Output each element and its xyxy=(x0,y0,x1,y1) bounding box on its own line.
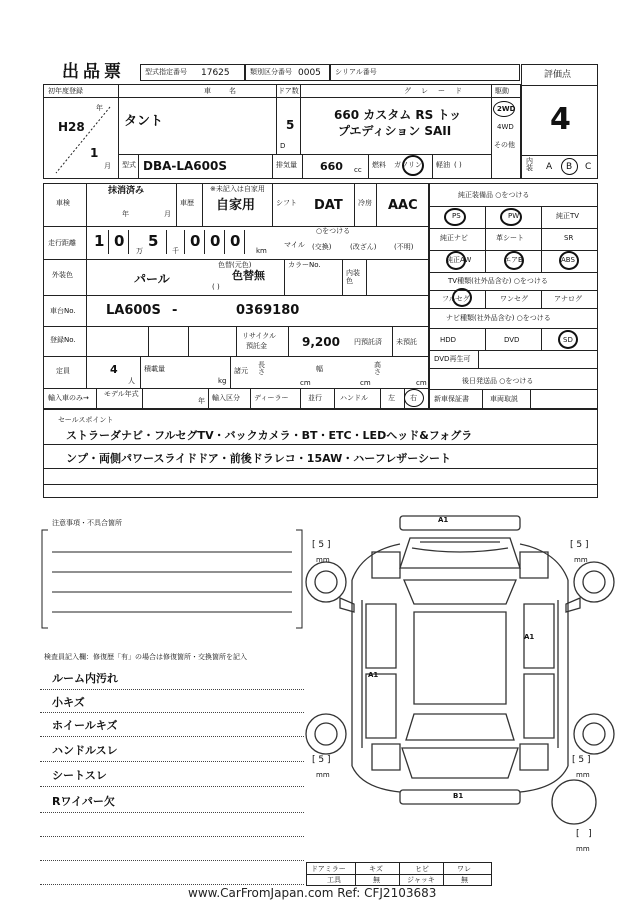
handle-left: 左 xyxy=(388,394,395,402)
mileage-digit: 1 xyxy=(94,232,105,250)
load-label: 積載量 xyxy=(144,365,165,373)
man-unit: 万 xyxy=(136,247,143,255)
mark-a1-left: A1 xyxy=(368,671,379,679)
interior-grade-a: A xyxy=(546,162,553,172)
reg-no-label: 登録No. xyxy=(50,336,76,344)
doors-label: ドア数 xyxy=(278,87,299,95)
doors-d: D xyxy=(280,142,286,150)
dealer: ディーラー xyxy=(254,394,289,402)
sen-unit: 千 xyxy=(172,247,179,255)
grade-line1: 660 カスタム RS トッ xyxy=(334,108,462,122)
color-origin-label: 色替(元色) xyxy=(218,261,252,269)
length-label: 長さ xyxy=(258,361,265,376)
equip-sr: SR xyxy=(564,234,574,242)
mileage-digit: 0 xyxy=(210,232,221,250)
dvd-player: DVD再生可 xyxy=(434,355,471,363)
model-cert-label: 型式指定番号 xyxy=(145,68,187,76)
tread-rear-right: [ 5 ] xyxy=(572,755,591,765)
light-oil-label: 軽油 xyxy=(436,161,450,169)
inspection-month: 月 xyxy=(164,210,171,218)
caution-label: 注意事項・不具合箇所 xyxy=(52,519,122,527)
capacity-value: 4 xyxy=(110,363,118,376)
history-note: ※未記入は自家用 xyxy=(210,185,265,193)
model-type: DBA-LA600S xyxy=(143,159,227,173)
color-paren: ( ) xyxy=(212,283,220,291)
navi-type-title: ナビ種類(社外品含む) ○をつける xyxy=(446,314,551,322)
mark-a1-right: A1 xyxy=(524,633,535,641)
tread-unit: mm xyxy=(576,845,590,853)
year-suffix: 年 xyxy=(96,104,103,112)
note-item: ルーム内汚れ xyxy=(52,672,118,685)
later-manual: 車両取説 xyxy=(490,395,518,403)
equip-airbag-circle xyxy=(504,251,524,270)
recycle-unit: 円預託済 xyxy=(354,338,382,346)
shift-value: DAT xyxy=(314,198,343,213)
note-item: Rワイパー欠 xyxy=(52,795,115,808)
height-cm: cm xyxy=(416,379,427,387)
drive-other: その他 xyxy=(494,141,515,149)
interior-grade-circle xyxy=(561,158,578,175)
eval-score: 4 xyxy=(550,102,571,137)
caution-bracket xyxy=(40,528,304,634)
equip-genuine-navi: 純正ナビ xyxy=(440,234,468,242)
navi-sd: SD xyxy=(563,336,573,344)
later-shipping-title: 後日発送品 ○をつける xyxy=(462,377,534,385)
handle-right-circle xyxy=(404,389,424,407)
mileage-digit: 0 xyxy=(230,232,241,250)
navi-sd-circle xyxy=(558,330,578,349)
note-item: シートスレ xyxy=(52,769,107,782)
km-unit: km xyxy=(256,247,267,255)
legend-ware: ワレ xyxy=(457,865,471,873)
height-label: 高さ xyxy=(374,361,381,376)
note-item: ホイールキズ xyxy=(52,719,118,732)
tread-unit: mm xyxy=(574,556,588,564)
mileage-digit: 0 xyxy=(114,232,125,250)
form-title: 出品票 xyxy=(62,62,125,82)
tread-unit: mm xyxy=(316,771,330,779)
sales-points-line1: ストラーダナビ・フルセグTV・バックカメラ・BT・ETC・LEDヘッド&フォグラ xyxy=(66,429,473,442)
cc-unit: cc xyxy=(354,166,362,174)
interior-grade-label: 内装 xyxy=(526,157,533,172)
parallel: 並行 xyxy=(308,394,322,402)
history-value: 自家用 xyxy=(216,198,256,213)
drive-4wd: 4WD xyxy=(497,123,514,131)
class-label: 類別区分番号 xyxy=(250,68,292,76)
recycle-value: 9,200 xyxy=(302,335,340,349)
model-cert-no: 17625 xyxy=(201,68,230,78)
first-reg-label: 初年度登録 xyxy=(48,87,83,95)
mile-modified: (改ざん) xyxy=(350,243,377,251)
reg-slash xyxy=(48,99,118,177)
mileage-digit: 0 xyxy=(190,232,201,250)
tread-front-left: [ 5 ] xyxy=(312,540,331,550)
class-no: 0005 xyxy=(298,68,321,78)
color-origin-value: 色替無 xyxy=(232,269,265,282)
chassis-dash: - xyxy=(172,303,178,318)
model-cert-box xyxy=(140,64,245,81)
model-type-label: 型式 xyxy=(122,161,136,169)
inspection-label: 車検 xyxy=(56,199,70,207)
equip-ps-circle xyxy=(444,208,466,226)
handle-label: ハンドル xyxy=(340,394,368,402)
recycle-label-1: リサイクル xyxy=(242,332,277,340)
later-warranty: 新車保証書 xyxy=(434,395,469,403)
equip-genuine-aw: 純正AW xyxy=(446,256,472,264)
drive-2wd: 2WD xyxy=(497,105,516,113)
footer-watermark: www.CarFromJapan.com Ref: CFJ2103683 xyxy=(188,886,437,900)
exterior-value: パール xyxy=(134,272,170,286)
grade-label: グレード xyxy=(404,87,472,95)
load-unit: kg xyxy=(218,377,227,385)
tread-unit: mm xyxy=(316,556,330,564)
equip-airbag: エアB xyxy=(504,256,523,264)
class-box xyxy=(245,64,330,81)
mileage-label: 走行距離 xyxy=(48,239,76,247)
interior-grade-b: B xyxy=(566,162,573,172)
mile-swap: (交換) xyxy=(312,243,332,251)
tv-fullseg: フルセグ xyxy=(442,295,470,303)
displacement: 660 xyxy=(320,160,343,173)
equip-genuine-tv: 純正TV xyxy=(556,212,580,220)
serial-label: シリアル番号 xyxy=(335,68,377,76)
legend-none1: 無 xyxy=(373,876,380,884)
car-name-label: 車名 xyxy=(204,87,254,95)
exterior-label: 外装色 xyxy=(52,271,73,279)
mileage-digit: 5 xyxy=(148,232,159,250)
color-no-label: カラーNo. xyxy=(288,261,321,269)
grade-line2: プエディション SAII xyxy=(338,124,452,138)
fuel-circle xyxy=(402,155,424,176)
ac-label: 冷房 xyxy=(358,199,372,207)
tv-oneseg: ワンセグ xyxy=(500,295,528,303)
mark-b1-rear: B1 xyxy=(453,792,464,800)
equip-leather-seat: 革シート xyxy=(496,234,524,242)
import-type-label: 輸入区分 xyxy=(212,394,240,402)
recycle-unpaid: 未預託 xyxy=(396,338,417,346)
tv-type-title: TV種類(社外品含む) ○をつける xyxy=(448,277,548,285)
equip-ps: PS xyxy=(452,212,461,220)
evaluation-box xyxy=(521,64,598,179)
legend-kougu: 工具 xyxy=(327,876,341,884)
first-reg-month: 1 xyxy=(90,146,99,160)
first-reg-year: H28 xyxy=(58,120,85,134)
inspection-value: 抹消済み xyxy=(108,186,145,196)
dims-label: 諸元 xyxy=(234,367,248,375)
inspection-year: 年 xyxy=(122,210,129,218)
equip-abs: ABS xyxy=(561,256,575,264)
equip-abs-circle xyxy=(559,251,579,270)
mark-a1-front: A1 xyxy=(438,516,449,524)
interior-grade-c: C xyxy=(585,162,592,172)
tread-spare: [ ] xyxy=(576,829,592,839)
equipment-panel xyxy=(429,183,598,409)
chassis-prefix: LA600S xyxy=(106,303,161,318)
interior-color-label: 内装色 xyxy=(346,269,360,285)
mirror-legend xyxy=(306,862,492,886)
sales-points-box xyxy=(43,409,598,498)
legend-door-mirror: ドアミラー xyxy=(311,865,346,873)
displacement-label: 排気量 xyxy=(276,161,297,169)
length-cm: cm xyxy=(300,379,311,387)
model-year-label: モデル年式 xyxy=(104,390,139,398)
serial-box xyxy=(330,64,520,81)
legend-hibi: ヒビ xyxy=(415,865,429,873)
genuine-equipment-title: 純正装備品 ○をつける xyxy=(458,191,530,199)
doors-value: 5 xyxy=(286,118,295,132)
drive-2wd-circle xyxy=(493,101,515,117)
width-cm: cm xyxy=(360,379,371,387)
car-name: タント xyxy=(124,114,164,129)
tread-front-right: [ 5 ] xyxy=(570,540,589,550)
equip-aw-circle xyxy=(446,251,466,270)
legend-none2: 無 xyxy=(461,876,468,884)
model-year-unit: 年 xyxy=(198,397,205,405)
chassis-no: 0369180 xyxy=(236,303,300,318)
note-item: ハンドルスレ xyxy=(52,744,118,757)
recycle-label-2: 預託金 xyxy=(246,342,267,350)
mile-unknown: (不明) xyxy=(394,243,414,251)
mile-label: マイル xyxy=(284,241,305,249)
vehicle-basic-info xyxy=(43,84,521,179)
note-item: 小キズ xyxy=(52,696,85,709)
fuel-paren: ( ) xyxy=(454,161,462,169)
history-label: 車歴 xyxy=(180,199,194,207)
width-label: 幅 xyxy=(316,365,323,373)
shift-label: シフト xyxy=(276,199,297,207)
chassis-label: 車台No. xyxy=(50,307,76,315)
navi-dvd: DVD xyxy=(504,336,520,344)
mile-circle-note: ○をつける xyxy=(316,227,351,235)
equip-pw: PW xyxy=(508,212,520,220)
tv-fullseg-circle xyxy=(452,288,472,307)
drive-label: 駆動 xyxy=(495,87,509,95)
import-label: 輸入車のみ→ xyxy=(48,394,89,402)
capacity-label: 定員 xyxy=(56,367,70,375)
fuel-label: 燃料 xyxy=(372,161,386,169)
inspector-label: 検査員記入欄：修復歴「有」の場合は修復箇所・交換箇所を記入 xyxy=(44,653,247,661)
navi-hdd: HDD xyxy=(440,336,457,344)
vehicle-detail-table xyxy=(43,183,429,409)
tv-analog: アナログ xyxy=(554,295,582,303)
ac-value: AAC xyxy=(388,198,418,213)
handle-right: 右 xyxy=(410,394,417,402)
eval-label: 評価点 xyxy=(544,70,572,80)
tread-unit: mm xyxy=(576,771,590,779)
equip-pw-circle xyxy=(500,208,522,226)
capacity-unit: 人 xyxy=(128,377,135,385)
legend-kizu: キズ xyxy=(369,865,383,873)
tread-rear-left: [ 5 ] xyxy=(312,755,331,765)
sales-points-line2: ンプ・両側パワースライドドア・前後ドラレコ・15AW・ハーフレザーシート xyxy=(66,452,452,465)
month-suffix: 月 xyxy=(104,162,111,170)
legend-jack: ジャッキ xyxy=(407,876,435,884)
fuel-gasoline: ガソリン xyxy=(394,161,422,169)
sales-points-label: セールスポイント xyxy=(58,416,114,424)
